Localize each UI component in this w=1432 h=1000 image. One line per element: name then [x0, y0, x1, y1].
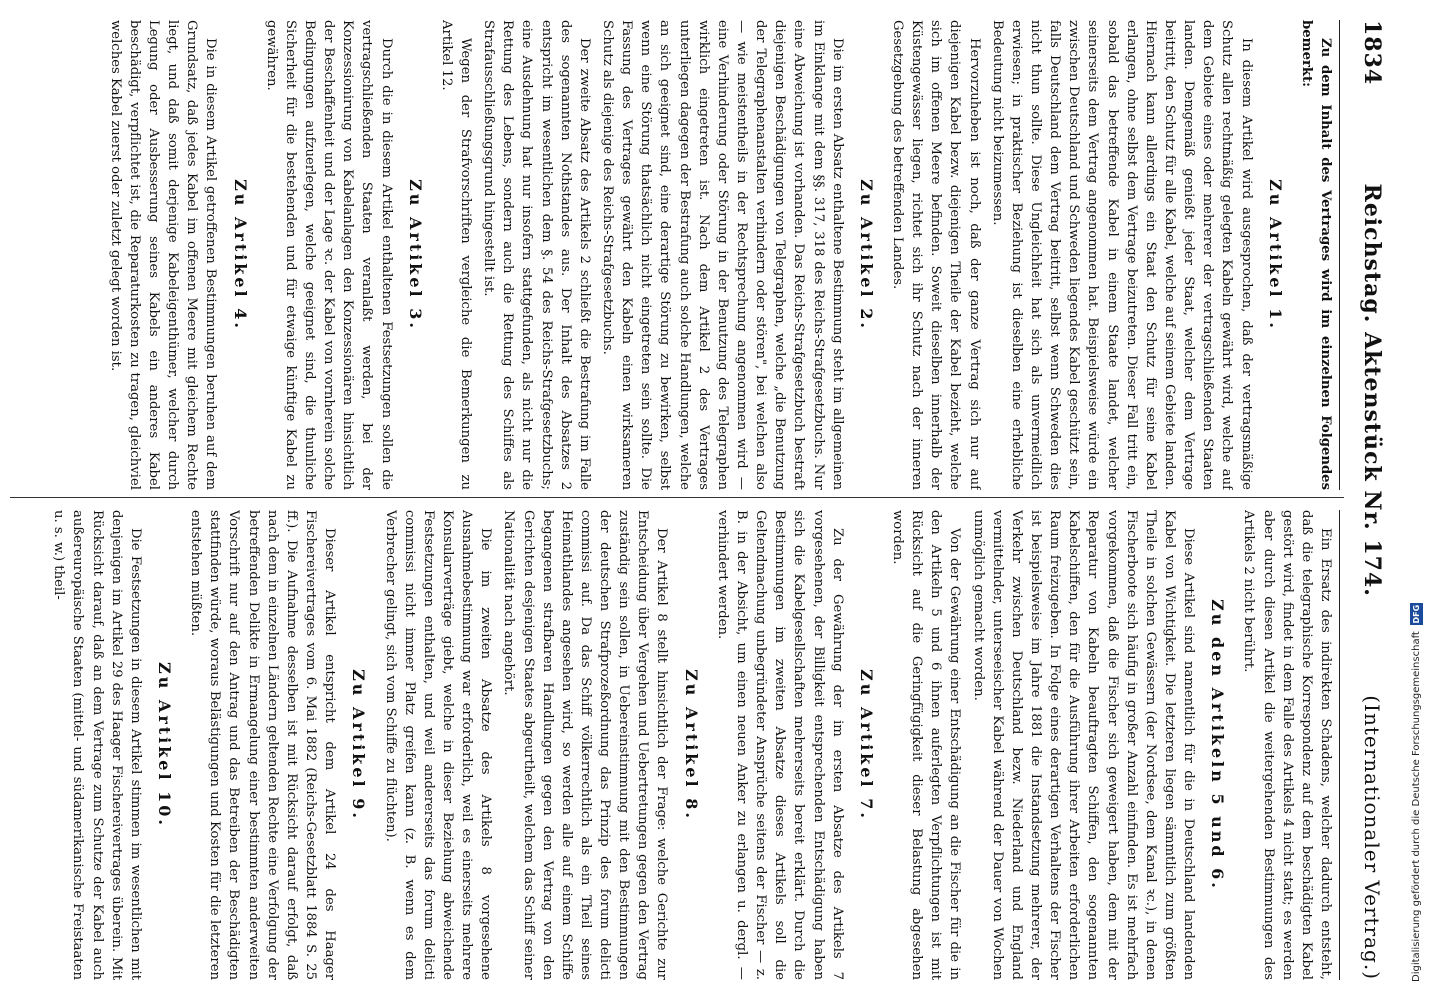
header-rule: [1339, 510, 1340, 980]
section-heading: Zu Artikel 2.: [856, 179, 876, 331]
section-heading: Zu Artikel 4.: [230, 179, 250, 331]
page-number: 1834: [1359, 20, 1385, 86]
section-heading: Zu Artikel 10.: [155, 662, 175, 828]
paragraph: Hervorzuheben ist noch, daß der ganze Vertrag sich nur auf diejenigen Kabel bezw. diejenigen Theile der Kabel bezieht, welche sich im offenen Meere befinden. Soweit dieselben innerhalb der Küstengewässer liegen, richtet sich ihr Schutz nach der inneren Gesetzgebung des betreffenden Landes.: [890, 20, 982, 490]
paragraph: Die im zweiten Absatze des Artikels 8 vorgesehene Ausnahmebestimmung war erforderlich, weil es einerseits mehrere Konsularverträge giebt, welche in dieser Beziehung abweichende Festsetzungen enthalten, und weil andererseits das forum delicti commissi nicht immer Platz greifen kann (z. B. wenn es dem Verbrecher gelingt, sich vom Schiffe zu flüchten).: [382, 510, 494, 980]
right-column: [10, 510, 1344, 980]
paragraph: Diese Artikel sind namentlich für die in Deutschland landenden Kabel von Wichtigkeit. Die letzteren liegen sämmtlich zum größten Theile in solchen Gewässern (der Nordsee, dem Kanal ꝛc.), in denen Fischerboote sich häufig in großer Anzahl einfinden. Es ist mehrfach vorgekommen, daß die Fischer sich geweigert haben, dem mit der Reparatur von Kabeln beauftragten Schiffen, den sogenannten Kabelschiffen, den für die Ausführung ihrer Arbeiten erforderlichen Raum freizugeben. In Folge eines derartigen Verhaltens der Fischer ist beispielsweise im Jahre 1881 die Instandsetzung mehrerer, der Verkehr zwischen Deutschland bezw. Niederland und England vermittelnder, unterseeischer Kabel während der Dauer von Wochen unmöglich gemacht worden.: [970, 510, 1197, 980]
column-divider: [10, 497, 1344, 498]
section-heading: Zu Artikel 8.: [681, 669, 701, 821]
section-heading: Zu Artikel 3.: [405, 179, 425, 331]
digitization-credit: [1406, 2, 1426, 982]
paragraph: Die Festsetzungen in diesem Artikel stimmen im wesentlichen mit denjenigen im Artikel 29 des Haager Fischereivertrages überein. Mit Rücksicht darauf, daß an dem Vertrage zum Schutze der Kabel auch außereuropäische Staaten (mittel- und südamerikanische Freistaaten u. s. w.) theil-: [51, 510, 143, 980]
paragraph: Ein Ersatz des indirekten Schadens, welcher dadurch entsteht, daß die telegraphische Korrespondenz auf dem beschädigten Kabel gestört wird, findet in dem Falle des Artikels 4 nicht statt; es werden aber durch diesen Artikel die weitergehenden Bestimmungen des Artikels 2 nicht berührt.: [1241, 510, 1333, 980]
page-header: [1350, 20, 1394, 980]
paragraph: Durch die in diesem Artikel enthaltenen Festsetzungen sollen die vertragschließenden Staaten veranlaßt werden, bei der Konzessionirung von Kabelanlagen den Konzessionären hinsichtlich der Beschaffenheit und der Lage ꝛc. der Kabel von vornherein solche Bedingungen aufzuerlegen, welche geeignet sind, die thunliche Sicherheit für die bestehenden und für etwaige künftige Kabel zu gewähren.: [263, 20, 394, 490]
page-subtitle: (Internationaler Vertrag.): [1360, 695, 1384, 980]
paragraph: Die in diesem Artikel getroffenen Bestimmungen beruhen auf dem Grundsatz, daß jedes Kabel im offenen Meere mit gleichem Rechte liegt, und daß somit derjenige Kabeleigenthümer, welcher durch Legung oder Ausbesserung seines Kabels ein anderes Kabel beschädigt, verpflichtet ist, die Reparaturkosten zu tragen, gleichviel welches Kabel zuerst oder zuletzt gelegt worden ist.: [107, 20, 219, 490]
paragraph: Dieser Artikel entspricht dem Artikel 24 des Haager Fischereivertrages vom 6. Mai 1882 (Reichs-Gesetzblatt 1884 S. 25 ff.). Die Aufnahme desselben ist mit Rücksicht darauf erfolgt, daß nach dem in einzelnen Ländern geltenden Rechte eine Verfolgung der betreffenden Delikte in Ermangelung einer bestimmten anderweiten Vorschrift nur auf den Antrag und das Betreiben der Beschädigten stattfinden würde, woraus Belästigungen und Kosten für die letzteren entstehen müßten.: [188, 510, 338, 980]
paragraph: Von der Gewährung einer Entschädigung an die Fischer für die in den Artikeln 5 und 6 ihnen auferlegten Verpflichtungen ist mit Rücksicht auf die Geringfügigkeit dieser Belastung abgesehen worden.: [890, 510, 963, 980]
paragraph: Zu der Gewährung der im ersten Absatze des Artikels 7 vorgesehenen, der Billigkeit entsprechenden Entschädigung haben sich die Kabelgesellschaften mehrerseits bereit erklärt. Durch die Bestimmungen im zweiten Absatze dieses Artikels soll die Geltendmachung unbegründeter Ansprüche seitens der Fischer — z. B. in der Absicht, um einen neuen Anker zu erlangen u. dergl. — verhindert werden.: [714, 510, 845, 980]
page-title: Reichstag. Aktenstück Nr. 174.: [1359, 183, 1385, 597]
left-column: [10, 20, 1344, 490]
dfg-logo-icon: DFG: [1411, 604, 1421, 624]
section-heading: Zu Artikel 7.: [856, 669, 876, 821]
section-heading: Zu Artikel 1.: [1265, 179, 1285, 331]
paragraph: In diesem Artikel wird ausgesprochen, daß der vertragsmäßige Schutz allen rechtmäßig gelegten Kabeln gewährt wird, welche auf dem Gebiete eines oder mehrerer der vertragschließenden Staaten landen. Demgemäß genießt jeder Staat, welcher dem Vertrage beitritt, den Schutz für alle Kabel, welche auf seinem Gebiete landen. Hiernach kann allerdings ein Staat den Schutz für seine Kabel erlangen, ohne selbst dem Vertrage beizutreten. Dieser Fall tritt ein, sobald das betreffende Kabel in einem Staate landet, welcher seinerseits dem Vertrag angenommen hat. Beispielsweise würde ein zwischen Deutschland und Schweden liegendes Kabel geschützt sein, falls Deutschland dem Vertrag beitritt, selbst wenn Schweden dies nicht thun sollte. Diese Ungleichheit hat sich als unvermeidlich erwiesen; in praktischer Beziehung ist dieselben eine erhebliche Bedeutung nicht beizumessen.: [989, 20, 1254, 490]
paragraph: Wegen der Strafvorschriften vergleiche die Bemerkungen zu Artikel 12.: [438, 20, 473, 490]
section-heading: Zu Artikel 9.: [349, 669, 369, 821]
credit-text: Digitalisierung gefördert durch die Deutsche Forschungsgemeinschaft: [1410, 631, 1422, 982]
header-rule: [1339, 20, 1340, 490]
intro-text: Zu dem Inhalt des Vertrages wird im einzelnen Folgendes bemerkt:: [1298, 20, 1333, 490]
paragraph: Der zweite Absatz des Artikels 2 schließt die Bestrafung im Falle des sogenannten Nothstandes aus. Der Inhalt des Absatzes 2 entspricht im wesentlichen dem §. 54 des Reichs-Strafgesetzbuchs; eine Ausdehnung hat nur insofern stattgefunden, als nicht nur die Rettung des Lebens, sondern auch die Rettung des Schiffes als Strafausschließungsgrund hingestellt ist.: [481, 20, 592, 490]
paragraph: Die im ersten Absatz enthaltene Bestimmung steht im allgemeinen im Einklange mit dem §§. 317, 318 des Reichs-Strafgesetzbuchs. Nur eine Abweichung ist vorhanden. Das Reichs-Strafgesetzbuch bestraft diejenigen Beschädigungen von Telegraphen, welche „die Benutzung der Telegraphenanstalten verhindern oder stören", bei welchen also — wie meistentheils in der Rechtsprechung angenommen wird — eine Verhinderung oder Störung in der Benutzung des Telegraphen wirklich eingetreten ist. Nach dem Artikel 2 des Vertrages unterliegen dagegen der Bestrafung auch solche Handlungen, welche an sich geeignet sind, eine derartige Störung zu bewirken, selbst wenn eine Störung thatsächlich nicht eingetreten sein sollte. Die Fassung des Vertrages gewährt den Kabeln einen wirksameren Schutz als diejenige des Reichs-Strafgesetzbuchs.: [599, 20, 845, 490]
paragraph: Der Artikel 8 stellt hinsichtlich der Frage: welche Gerichte zur Entscheidung über Vergehen und Uebertretungen gegen den Vertrag zuständig sein sollen, in Uebereinstimmung mit den Bestimmungen der deutschen Strafprozeßordnung das Prinzip des forum delicti commissi auf. Da das Schiff völkerrechtlich als ein Theil seines Heimathlandes angesehen wird, so werden alle auf einem Schiffe begangenen strafbaren Handlungen gegen den Vertrag von den Gerichten desjenigen Staates abgeurtheilt, welchem das Schiff seiner Nationalität nach angehört.: [501, 510, 670, 980]
section-heading: Zu den Artikeln 5 und 6.: [1208, 599, 1228, 891]
digitization-sidebar: [1404, 0, 1432, 1000]
